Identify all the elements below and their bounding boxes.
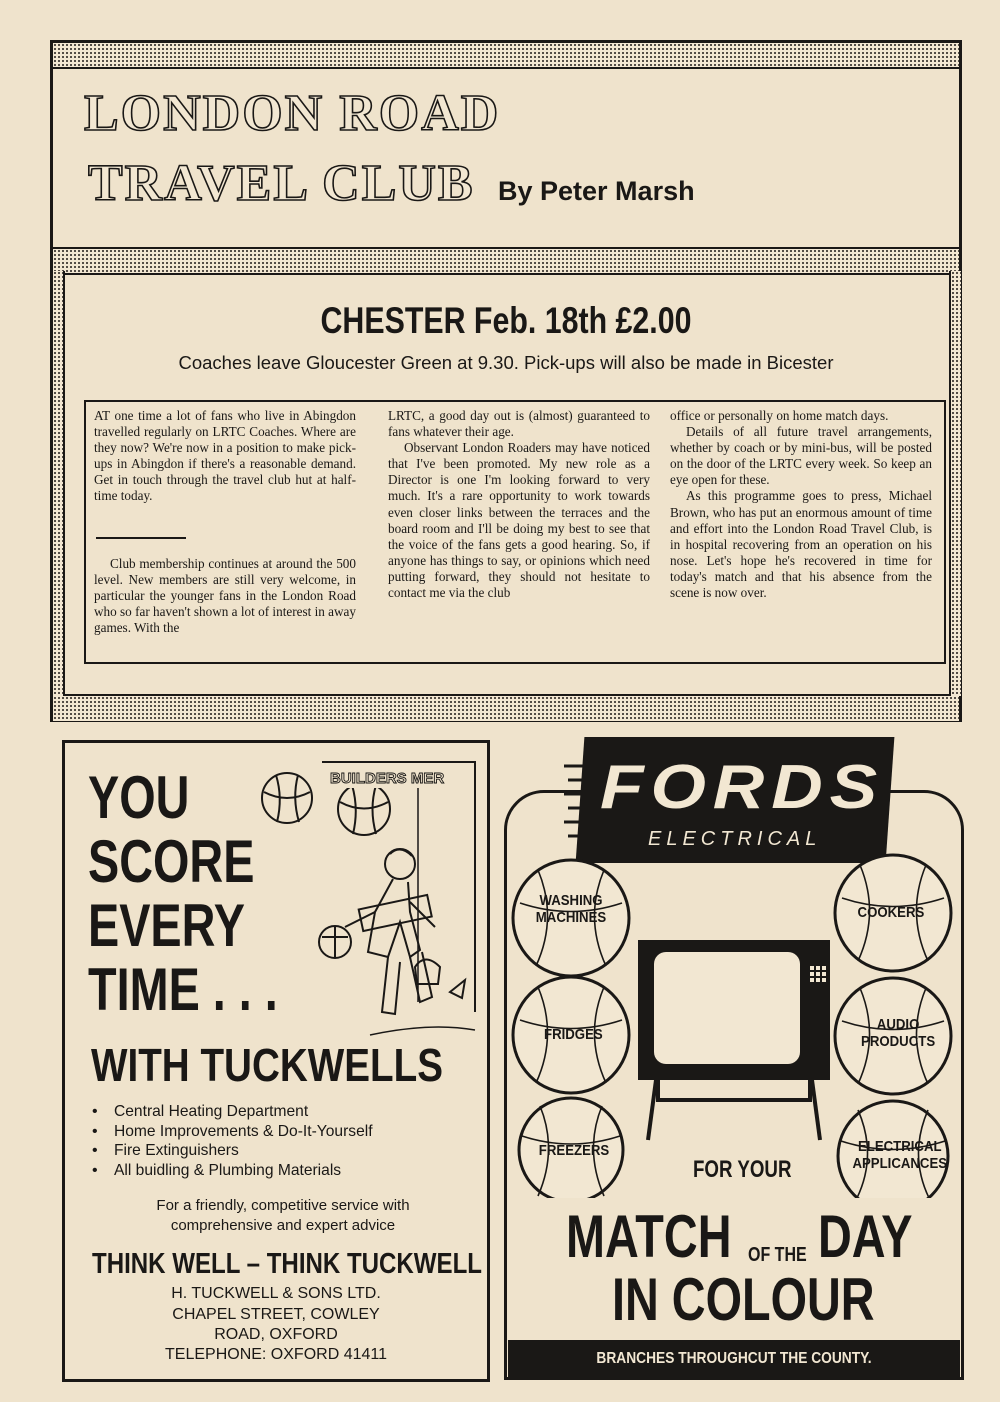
ball-label-freezers — [539, 1142, 609, 1159]
fords-for-your: FOR YOUR — [693, 1156, 792, 1183]
dotted-band-right — [949, 271, 961, 696]
article-paragraph: AT one time a lot of fans who live in Abingdon travelled regularly on LRTC Coaches. Where are they now? We're now in a position to make pick-ups in Abingdon if there's a reasonable demand. Get in touch through the travel club hut at half-time today. — [94, 408, 356, 504]
tuckwells-headline-you: YOU — [88, 764, 190, 831]
tuckwells-service-note — [108, 1196, 458, 1236]
article-title-line2: TRAVEL CLUB — [88, 155, 475, 212]
byline: By Peter Marsh — [498, 176, 695, 206]
ball-label-line: PRODUCTS — [861, 1033, 936, 1050]
ball-label-electrical-appliances — [852, 1138, 947, 1172]
tuckwells-slogan: THINK WELL – THINK TUCKWELL — [92, 1248, 482, 1280]
article-column-1 — [94, 408, 356, 636]
ball-label-line: ELECTRICAL — [857, 1138, 942, 1155]
dotted-band-middle — [53, 247, 959, 275]
service-item: • Fire Extinguishers — [92, 1141, 373, 1161]
tuckwells-headline-every: EVERY — [88, 892, 245, 959]
ball-label-cookers — [858, 904, 925, 921]
ball-label-washing-machines — [536, 892, 606, 926]
dotted-band-bottom — [53, 694, 959, 721]
tuckwells-services-list — [92, 1102, 373, 1180]
article-column-2 — [388, 408, 650, 601]
service-item: • Home Improvements & Do-It-Yourself — [92, 1122, 373, 1142]
column-divider — [96, 537, 186, 539]
tuckwells-headline-score: SCORE — [88, 828, 255, 895]
builders-merchant-sign: BUILDERS MER — [330, 770, 445, 787]
trip-subhead: Coaches leave Gloucester Green at 9.30. Pick-ups will also be made in Bicester — [178, 352, 834, 373]
article-paragraph: Club membership continues at around the 500 level. New members are still very welcome, in particular the younger fans in the London Road who so far haven't shown a lot of interest in away games. With the — [94, 556, 356, 636]
fords-footer-text: BRANCHES THROUGHCUT THE COUNTY. — [596, 1350, 872, 1367]
fords-in-colour: IN COLOUR — [612, 1266, 875, 1333]
ball-label-line: APPLICANCES — [852, 1155, 948, 1172]
article-paragraph: Details of all future travel arrangements, whether by coach or by mini-bus, will be posted on the door of the LRTC every week. So keep an eye open for these. — [670, 424, 932, 488]
article-column-3 — [670, 408, 932, 601]
ball-label-line: AUDIO — [876, 1016, 920, 1033]
article-title-line1: LONDON ROAD — [84, 85, 501, 142]
service-note-line: comprehensive and expert advice — [170, 1217, 396, 1234]
service-item: • All buidling & Plumbing Materials — [92, 1161, 373, 1181]
ball-label-line: MACHINES — [535, 909, 607, 926]
article-paragraph: LRTC, a good day out is (almost) guaranteed to fans whatever their age. — [388, 408, 650, 440]
ball-label-audio-products — [861, 1016, 935, 1050]
ball-label-line: WASHING — [539, 892, 603, 909]
fords-logo: FORDS — [600, 753, 885, 822]
dotted-band-left — [53, 271, 65, 696]
tuckwells-address-line: CHAPEL STREET, COWLEY — [172, 1306, 380, 1323]
fords-match: MATCH — [566, 1203, 732, 1270]
builder-cartoon-illustration — [250, 752, 480, 1042]
tuckwells-with-heading: WITH TUCKWELLS — [91, 1039, 443, 1091]
article-paragraph: office or personally on home match days. — [670, 408, 889, 423]
fords-day: DAY — [818, 1203, 913, 1270]
ball-label-line: FRIDGES — [544, 1026, 603, 1043]
ball-label-line: FREEZERS — [538, 1142, 610, 1159]
fords-footer-banner — [508, 1340, 960, 1378]
fords-electrical-label: ELECTRICAL — [648, 828, 822, 850]
tuckwells-company: H. TUCKWELL & SONS LTD. — [171, 1285, 381, 1302]
ball-label-fridges — [544, 1026, 603, 1043]
trip-headline: CHESTER Feb. 18th £2.00 — [320, 300, 692, 341]
television-icon — [638, 940, 830, 1140]
service-note-line: For a friendly, competitive service with — [156, 1197, 410, 1214]
article-paragraph: As this programme goes to press, Michael Brown, who has put an enormous amount of time and effort into the London Road Travel Club, is in hospital recovering from an operation on his nose. Let's hope he's recovered in time for today's match and that his absence from the scene is now over. — [670, 488, 932, 601]
tuckwells-telephone: TELEPHONE: OXFORD 41411 — [165, 1346, 387, 1363]
tuckwells-headline-time: TIME . . . — [88, 956, 278, 1023]
tuckwells-address-line: ROAD, OXFORD — [214, 1326, 338, 1343]
dotted-band-top — [53, 43, 959, 69]
fords-of-the: OF THE — [748, 1244, 807, 1266]
article-paragraph: Observant London Roaders may have noticed that I've been promoted. My new role as a Director is one I'm looking forward to very much. It's a rare opportunity to work towards even closer links between the terraces and the board room and I'll be doing my best to see that the voice of the fans gets a good hearing. So, if anyone has things to say, or opinions which need putting forward, they should not hesitate to contact me via the club — [388, 440, 650, 601]
ball-label-line: COOKERS — [857, 904, 925, 921]
service-item: • Central Heating Department — [92, 1102, 373, 1122]
